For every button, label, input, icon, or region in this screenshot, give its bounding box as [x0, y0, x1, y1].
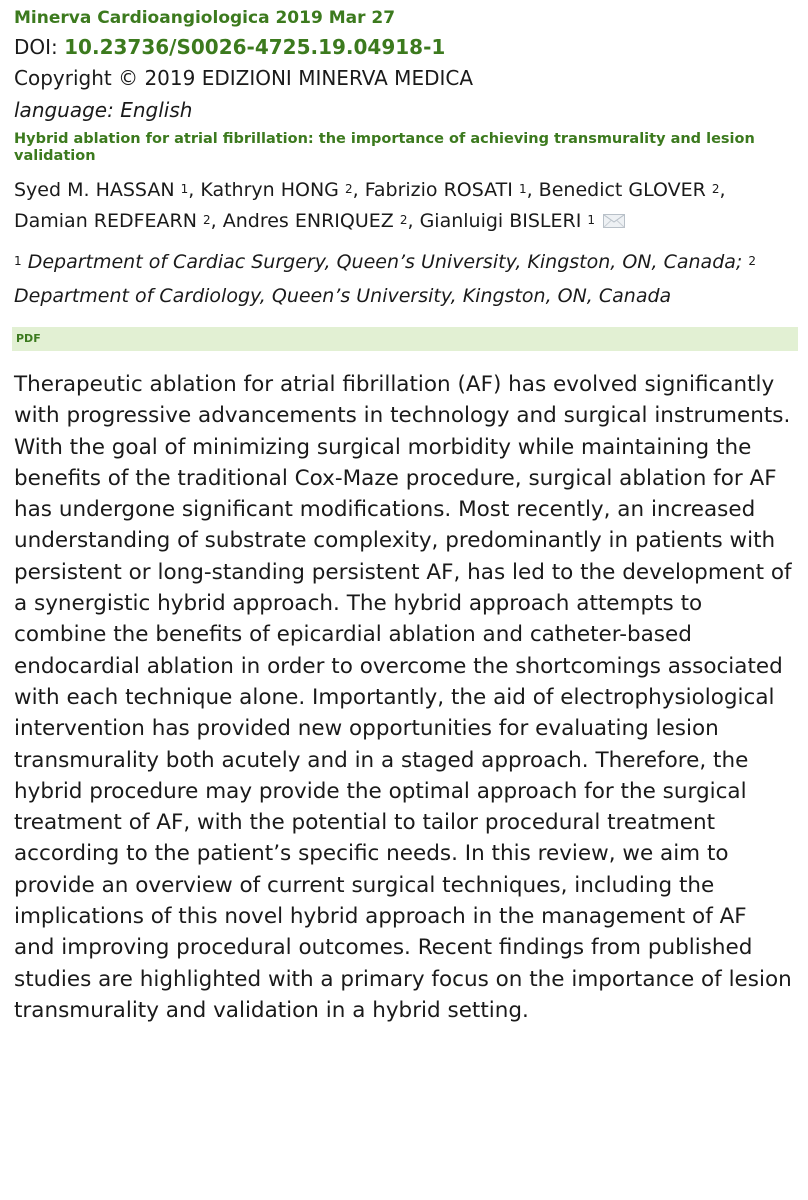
doi-label: DOI: — [14, 35, 58, 59]
author: Benedict GLOVER $^2$ — [538, 179, 720, 201]
author: Andres ENRIQUEZ $^2$ — [222, 210, 408, 232]
abstract-text: Therapeutic ablation for atrial fibrillation (AF) has evolved significantly with progressive advancements in technology and surgical instruments. With the goal of minimizing surgical morbidity while maintaining the benefits of the traditional Cox-Maze procedure, surgical ablation for AF has undergone significant modifications. Most recently, an increased understanding of substrate complexity, predominantly in patients with persistent or long-standing persistent AF, has led to the development of a synergistic hybrid approach. The hybrid approach attempts to combine the benefits of epicardial ablation and catheter-based endocardial ablation in order to overcome the shortcomings associated with each technique alone. Importantly, the aid of electrophysiological intervention has provided new opportunities for evaluating lesion transmurality both acutely and in a staged approach. Therefore, the hybrid procedure may provide the optimal approach for the surgical treatment of AF, with the potential to tailor procedural treatment according to the patient’s specific needs. In this review, we aim to provide an overview of current surgical techniques, including the implications of this novel hybrid approach in the management of AF and improving procedural outcomes. Recent findings from published studies are highlighted with a primary focus on the importance of lesion transmurality and validation in a hybrid setting. — [14, 372, 792, 1023]
affiliation-number: 2 — [748, 254, 756, 268]
pdf-link[interactable]: PDF — [12, 327, 798, 351]
affiliation-text: Department of Cardiac Surgery, Queen’s University, Kingston, ON, Canada; — [27, 251, 743, 273]
author: Gianluigi BISLERI $^1$ — [419, 210, 596, 232]
affiliation-text: Department of Cardiology, Queen’s University, Kingston, ON, Canada — [14, 285, 672, 307]
journal-citation: Minerva Cardioangiologica 2019 Mar 27 — [14, 8, 396, 28]
doi-line — [14, 32, 796, 62]
author-list: Syed M. HASSAN $^1$, Kathryn HONG $^2$, Fabrizio ROSATI $^1$, Benedict GLOVER $^2$, Damian REDFEARN $^2$, Andres ENRIQUEZ $^2$, Gianluigi BISLERI $^1$ — [14, 179, 726, 232]
author: Kathryn HONG $^2$ — [200, 179, 353, 201]
affiliation-number: 1 — [14, 254, 22, 268]
author: Fabrizio ROSATI $^1$ — [364, 179, 527, 201]
author: Syed M. HASSAN $^1$ — [14, 179, 189, 201]
affiliations — [14, 244, 796, 313]
doi-link[interactable]: 10.23736/S0026-4725.19.04918-1 — [64, 35, 446, 59]
article-title: Hybrid ablation for atrial fibrillation: the importance of achieving transmurality and lesion validation — [14, 131, 755, 164]
author: Damian REDFEARN $^2$ — [14, 210, 211, 232]
mail-icon[interactable] — [603, 207, 625, 221]
language: language: English — [14, 98, 193, 122]
copyright: Copyright © 2019 EDIZIONI MINERVA MEDICA — [14, 66, 474, 90]
